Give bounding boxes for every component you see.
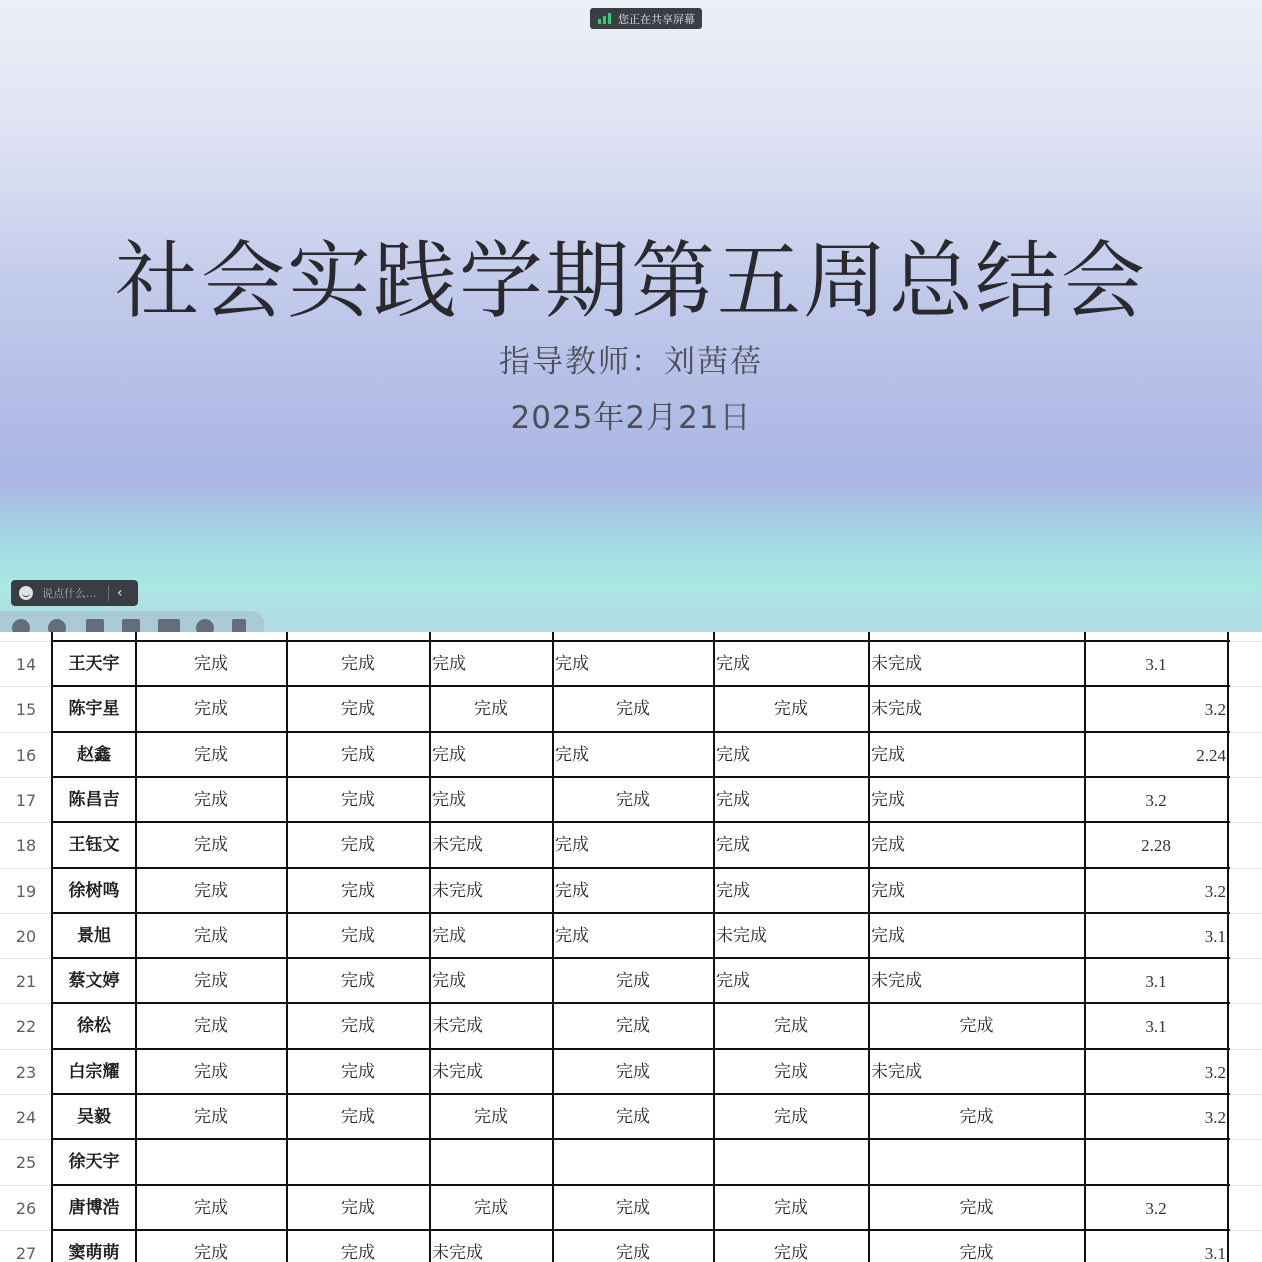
date-cell[interactable]: 3.1 — [1204, 1244, 1226, 1262]
status-cell[interactable]: 完成 — [194, 835, 228, 855]
status-cell[interactable]: 完成 — [341, 1016, 375, 1036]
row-gridline — [1230, 1185, 1262, 1186]
status-cell[interactable]: 完成 — [716, 790, 750, 810]
status-cell[interactable]: 完成 — [774, 1016, 808, 1036]
status-cell[interactable]: 完成 — [959, 1198, 994, 1218]
date-cell[interactable]: 3.1 — [1204, 927, 1226, 946]
row-number[interactable]: 15 — [15, 700, 37, 719]
date-cell[interactable]: 3.2 — [1204, 882, 1226, 901]
status-cell[interactable]: 完成 — [616, 1107, 650, 1127]
status-cell[interactable]: 完成 — [616, 1243, 650, 1262]
status-cell[interactable]: 完成 — [774, 1062, 808, 1082]
row-gridline — [1230, 1139, 1262, 1140]
status-cell[interactable]: 完成 — [432, 654, 466, 674]
emoji-icon[interactable] — [19, 586, 33, 600]
status-cell[interactable]: 完成 — [616, 1198, 650, 1218]
status-cell[interactable] — [288, 1140, 428, 1185]
comment-input[interactable] — [11, 580, 138, 606]
student-name-cell[interactable]: 蔡文婷 — [68, 971, 120, 991]
student-name-cell[interactable]: 陈宇星 — [68, 699, 120, 719]
status-cell[interactable]: 完成 — [194, 654, 228, 674]
status-cell[interactable]: 完成 — [774, 1243, 808, 1262]
status-cell[interactable]: 完成 — [774, 699, 808, 719]
row-gridline — [1230, 958, 1262, 959]
status-cell[interactable]: 完成 — [959, 1243, 994, 1262]
status-cell[interactable]: 未完成 — [432, 1062, 483, 1082]
row-gridline — [1230, 686, 1262, 687]
status-cell[interactable]: 完成 — [716, 835, 750, 855]
status-cell[interactable]: 完成 — [774, 1107, 808, 1127]
row-number[interactable]: 19 — [15, 882, 37, 901]
pen-icon[interactable] — [86, 619, 104, 632]
status-cell[interactable]: 完成 — [474, 699, 508, 719]
status-cell[interactable]: 完成 — [341, 745, 375, 765]
status-cell[interactable]: 完成 — [871, 790, 905, 810]
row-number[interactable]: 21 — [15, 972, 37, 991]
status-cell[interactable]: 未完成 — [432, 1016, 483, 1036]
student-name-cell[interactable]: 吴毅 — [77, 1107, 111, 1127]
status-cell[interactable]: 完成 — [616, 699, 650, 719]
row-number[interactable]: 17 — [15, 791, 37, 810]
row-gridline — [1230, 913, 1262, 914]
chevron-left-icon[interactable]: ‹ — [117, 585, 123, 601]
student-name-cell[interactable]: 景旭 — [77, 926, 111, 946]
status-cell[interactable]: 完成 — [341, 699, 375, 719]
row-number[interactable]: 20 — [15, 927, 37, 946]
row-number-column — [0, 632, 52, 1262]
student-name-cell[interactable]: 徐天宇 — [68, 1152, 120, 1172]
status-cell[interactable] — [715, 1140, 867, 1185]
annotate-icon[interactable] — [48, 619, 66, 632]
status-cell[interactable]: 未完成 — [871, 699, 922, 719]
status-cell[interactable]: 完成 — [194, 790, 228, 810]
date-cell[interactable]: 3.2 — [1204, 1063, 1226, 1082]
row-gridline — [1230, 868, 1262, 869]
row-number[interactable]: 27 — [15, 1244, 37, 1262]
status-cell[interactable]: 未完成 — [716, 926, 767, 946]
status-cell[interactable]: 完成 — [716, 654, 750, 674]
status-cell[interactable]: 未完成 — [432, 881, 483, 901]
status-cell[interactable]: 完成 — [616, 1016, 650, 1036]
student-name-cell[interactable]: 陈昌吉 — [68, 790, 120, 810]
date-cell[interactable]: 2.24 — [1196, 746, 1226, 765]
row-number[interactable]: 14 — [15, 655, 37, 674]
status-cell[interactable]: 完成 — [341, 1243, 375, 1262]
status-cell[interactable]: 完成 — [959, 1016, 994, 1036]
row-number[interactable]: 22 — [15, 1017, 37, 1036]
status-cell[interactable]: 完成 — [432, 971, 466, 991]
row-gridline — [1230, 777, 1262, 778]
status-cell[interactable]: 完成 — [341, 1107, 375, 1127]
status-cell[interactable] — [431, 1140, 551, 1185]
date-cell[interactable]: 3.2 — [1145, 1199, 1167, 1218]
status-cell[interactable]: 完成 — [194, 699, 228, 719]
status-cell[interactable]: 完成 — [341, 926, 375, 946]
status-cell[interactable]: 完成 — [555, 926, 589, 946]
slide-subtitle: 指导教师：刘茜蓓 — [499, 344, 763, 380]
status-cell[interactable]: 完成 — [341, 835, 375, 855]
signal-bars-icon — [598, 14, 612, 24]
row-number[interactable]: 16 — [15, 746, 37, 765]
status-cell[interactable]: 完成 — [341, 971, 375, 991]
more-icon[interactable] — [196, 619, 214, 632]
date-cell[interactable]: 3.1 — [1145, 1017, 1167, 1036]
date-cell[interactable] — [1086, 1140, 1226, 1185]
status-cell[interactable]: 完成 — [341, 1062, 375, 1082]
status-cell[interactable]: 完成 — [871, 926, 905, 946]
row-gridline — [1230, 1049, 1262, 1050]
status-cell[interactable]: 完成 — [474, 1198, 508, 1218]
status-cell[interactable]: 完成 — [194, 1198, 228, 1218]
student-name-cell[interactable]: 赵鑫 — [77, 745, 111, 765]
row-gridline — [1230, 732, 1262, 733]
camera-icon[interactable] — [158, 619, 180, 632]
status-cell[interactable]: 完成 — [341, 881, 375, 901]
status-cell[interactable]: 完成 — [555, 835, 589, 855]
date-cell[interactable]: 3.2 — [1204, 700, 1226, 719]
status-cell[interactable]: 完成 — [555, 881, 589, 901]
date-cell[interactable]: 3.2 — [1204, 1108, 1226, 1127]
student-name-cell[interactable]: 白宗耀 — [68, 1062, 120, 1082]
row-gridline — [1230, 1230, 1262, 1231]
status-cell[interactable]: 完成 — [616, 790, 650, 810]
status-cell[interactable]: 完成 — [616, 971, 650, 991]
row-gridline — [1230, 822, 1262, 823]
status-cell[interactable]: 完成 — [194, 1107, 228, 1127]
row-gridline — [1230, 1094, 1262, 1095]
status-cell[interactable]: 完成 — [871, 881, 905, 901]
status-cell[interactable]: 未完成 — [871, 971, 922, 991]
status-cell[interactable]: 未完成 — [871, 1062, 922, 1082]
row-gridline — [1230, 641, 1262, 642]
status-cell[interactable]: 完成 — [341, 654, 375, 674]
status-cell[interactable]: 完成 — [871, 745, 905, 765]
sheet-empty-area — [1230, 632, 1262, 1262]
status-cell[interactable] — [137, 1140, 285, 1185]
status-cell[interactable]: 完成 — [716, 881, 750, 901]
status-cell[interactable] — [554, 1140, 712, 1185]
date-cell[interactable]: 3.1 — [1145, 655, 1167, 674]
help-icon[interactable] — [12, 619, 30, 632]
status-cell[interactable]: 完成 — [616, 1062, 650, 1082]
status-cell[interactable]: 完成 — [959, 1107, 994, 1127]
comment-placeholder: 说点什么... — [42, 587, 97, 600]
student-name-cell[interactable]: 徐树鸣 — [68, 881, 120, 901]
row-number[interactable]: 18 — [15, 836, 37, 855]
row-gridline — [1230, 1003, 1262, 1004]
status-cell[interactable]: 完成 — [716, 745, 750, 765]
status-cell[interactable]: 完成 — [716, 971, 750, 991]
status-cell[interactable]: 未完成 — [432, 835, 483, 855]
screenshot-icon[interactable] — [122, 619, 140, 632]
screen-share-label: 您正在共享屏幕 — [618, 12, 695, 26]
date-cell[interactable]: 2.28 — [1141, 836, 1171, 855]
status-cell[interactable]: 完成 — [432, 745, 466, 765]
student-name-cell[interactable]: 窦萌萌 — [68, 1243, 120, 1262]
student-name-cell[interactable]: 唐博浩 — [68, 1198, 120, 1218]
student-name-cell[interactable]: 王钰文 — [68, 835, 120, 855]
slide-title: 社会实践学期第五周总结会 — [114, 232, 1147, 330]
row-number[interactable]: 25 — [15, 1153, 37, 1172]
screen-share-indicator[interactable] — [590, 8, 702, 29]
student-name-cell[interactable]: 徐松 — [77, 1016, 111, 1036]
status-cell[interactable]: 未完成 — [871, 654, 922, 674]
slide-date: 2025年2月21日 — [510, 400, 752, 436]
status-cell[interactable]: 完成 — [194, 881, 228, 901]
status-cell[interactable]: 完成 — [474, 1107, 508, 1127]
status-cell[interactable] — [870, 1140, 1083, 1185]
student-name-cell[interactable]: 王天宇 — [68, 654, 120, 674]
status-cell[interactable]: 完成 — [341, 1198, 375, 1218]
status-cell[interactable]: 完成 — [555, 745, 589, 765]
date-cell[interactable]: 3.2 — [1145, 791, 1167, 810]
status-cell[interactable]: 完成 — [194, 971, 228, 991]
divider — [108, 585, 109, 601]
status-cell[interactable]: 完成 — [194, 1243, 228, 1262]
status-cell[interactable]: 完成 — [432, 926, 466, 946]
status-cell[interactable]: 完成 — [432, 790, 466, 810]
row-number[interactable]: 26 — [15, 1199, 37, 1218]
status-cell[interactable]: 完成 — [871, 835, 905, 855]
status-cell[interactable]: 完成 — [194, 745, 228, 765]
row-number[interactable]: 24 — [15, 1108, 37, 1127]
collapse-icon[interactable] — [232, 619, 246, 632]
status-cell[interactable]: 完成 — [194, 1016, 228, 1036]
status-cell[interactable]: 完成 — [194, 926, 228, 946]
spreadsheet — [0, 632, 1262, 1262]
status-cell[interactable]: 未完成 — [432, 1243, 483, 1262]
date-cell[interactable]: 3.1 — [1145, 972, 1167, 991]
row-number[interactable]: 23 — [15, 1063, 37, 1082]
status-cell[interactable]: 完成 — [555, 654, 589, 674]
status-cell[interactable]: 完成 — [774, 1198, 808, 1218]
meeting-toolbar — [0, 611, 264, 632]
status-cell[interactable]: 完成 — [194, 1062, 228, 1082]
status-cell[interactable]: 完成 — [341, 790, 375, 810]
